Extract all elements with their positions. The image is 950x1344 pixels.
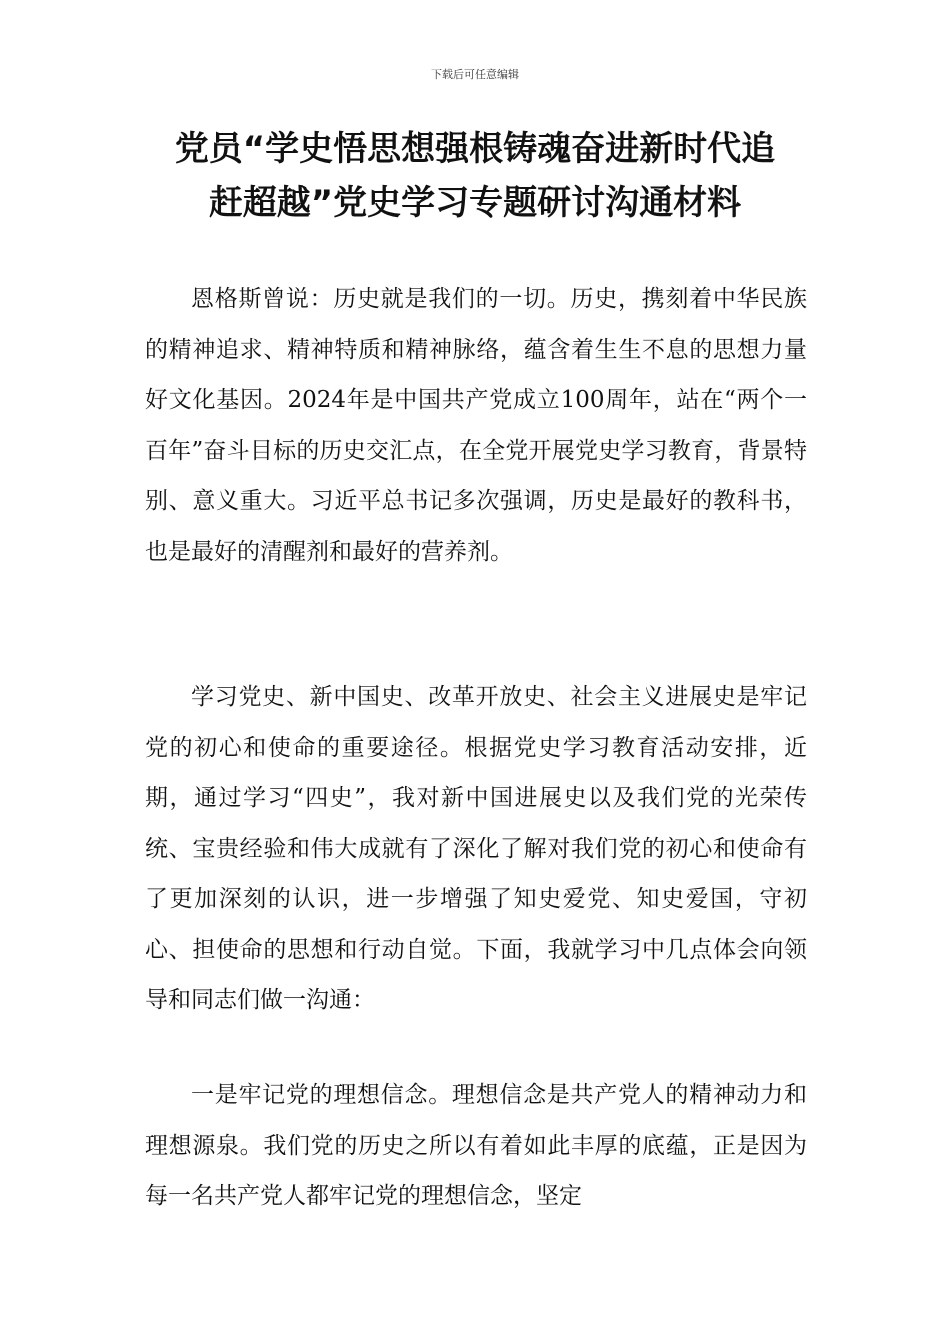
- title-line-2: 赶超越”党史学习专题研讨沟通材料: [208, 183, 742, 223]
- document-title: [145, 122, 805, 230]
- header-note: 下载后可任意编辑: [431, 68, 519, 81]
- paragraph-study: 学习党史、新中国史、改革开放史、社会主义进展史是牢记党的初心和使命的重要途径。根据党史学习教育活动安排，近期，通过学习“四史”，我对新中国进展史以及我们党的光荣传统、宝贵经验和伟大成就有了深化了解对我们党的初心和使命有了更加深刻的认识，进一步增强了知史爱党、知史爱国，守初心、担使命的思想和行动自觉。下面，我就学习中几点体会向领导和同志们做一沟通：: [145, 684, 807, 1013]
- paragraph-intro: 恩格斯曾说：历史就是我们的一切。历史，携刻着中华民族的精神追求、精神特质和精神脉络，蕴含着生生不息的思想力量好文化基因。2024年是中国共产党成立100周年，站在“两个一百年”奋斗目标的历史交汇点，在全党开展党史学习教育，背景特别、意义重大。习近平总书记多次强调，历史是最好的教科书，也是最好的清醒剂和最好的营养剂。: [145, 286, 807, 565]
- title-line-1: 党员“学史悟思想强根铸魂奋进新时代追: [174, 129, 776, 169]
- paragraph-point-one: 一是牢记党的理想信念。理想信念是共产党人的精神动力和理想源泉。我们党的历史之所以有着如此丰厚的底蕴，正是因为每一名共产党人都牢记党的理想信念，坚定: [145, 1082, 807, 1209]
